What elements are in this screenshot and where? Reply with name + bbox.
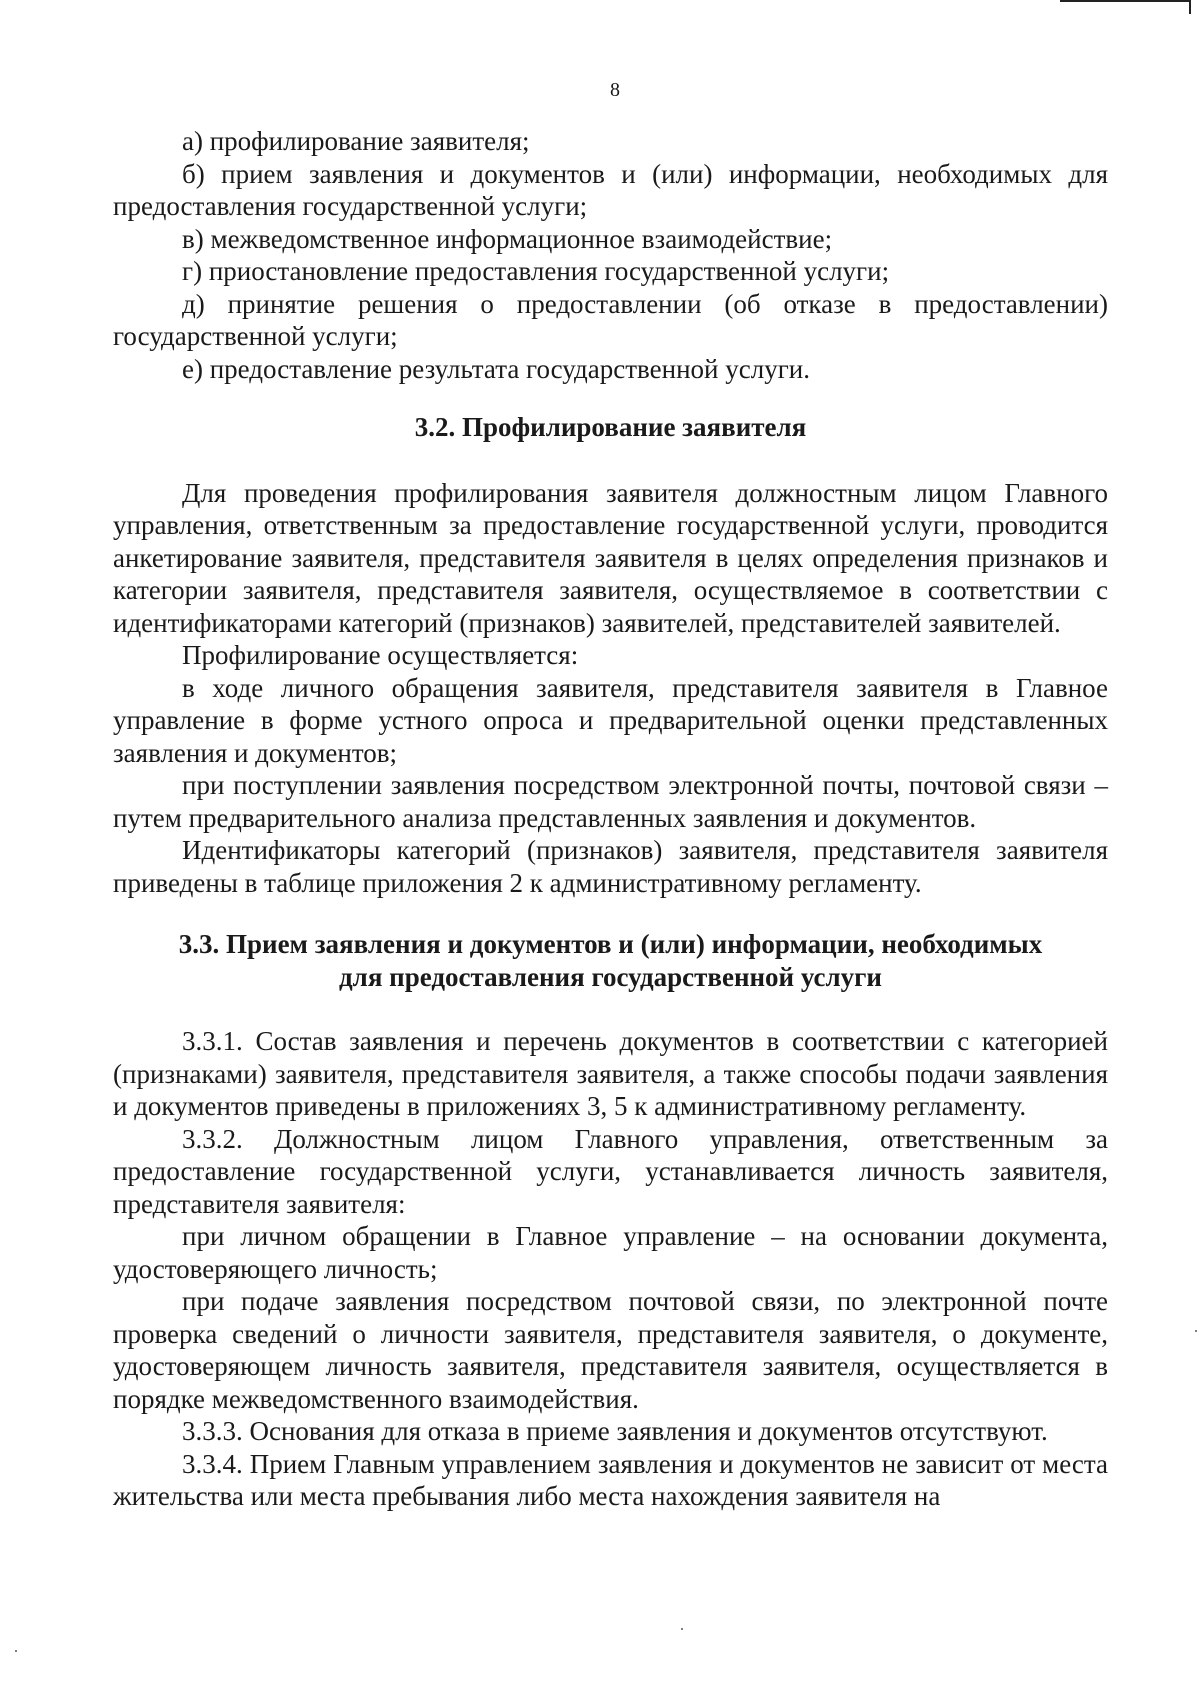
paragraph: 3.3.2. Должностным лицом Главного управления, ответственным за предоставление государственной услуги, устанавливается личность заявителя, представителя заявителя: — [113, 1123, 1108, 1219]
paragraph: Профилирование осуществляется: — [182, 640, 579, 670]
list-item: б) прием заявления и документов и (или) информации, необходимых для предоставления государственной услуги; — [113, 158, 1108, 221]
paragraph: при личном обращении в Главное управление – на основании документа, удостоверяющего личность; — [113, 1221, 1108, 1284]
scan-speck — [1195, 1330, 1197, 1332]
scan-edge-mark — [1060, 0, 1190, 2]
paragraph: 3.3.4. Прием Главным управлением заявления и документов не зависит от места жительства или места пребывания либо места нахождения заявителя на — [113, 1448, 1108, 1511]
scan-speck — [15, 1650, 17, 1652]
paragraph: Для проведения профилирования заявителя должностным лицом Главного управления, ответственным за предоставление государственной услуги, проводится анкетирование заявителя, представителя заявителя в целях определения признаков и категории заявителя, представителя заявителя, осуществляемое в соответствии с идентификаторами категорий (признаков) заявителей, представителей заявителей. — [113, 477, 1108, 638]
paragraph: в ходе личного обращения заявителя, представителя заявителя в Главное управление в форме устного опроса и предварительной оценки представленных заявления и документов; — [113, 672, 1108, 768]
scan-speck — [681, 1628, 683, 1630]
page-body — [113, 125, 1108, 1513]
section-heading-line: для предоставления государственной услуги — [339, 961, 882, 992]
section-heading — [113, 928, 1108, 993]
list-item: г) приостановление предоставления государственной услуги; — [182, 256, 890, 286]
list-item: в) межведомственное информационное взаимодействие; — [182, 223, 833, 254]
scan-edge-mark — [1189, 0, 1191, 14]
paragraph: Идентификаторы категорий (признаков) заявителя, представителя заявителя приведены в таблице приложения 2 к административному регламенту. — [113, 835, 1108, 898]
list-item: а) профилирование заявителя; — [182, 126, 530, 156]
paragraph: при подаче заявления посредством почтовой связи, по электронной почте проверка сведений о личности заявителя, представителя заявителя, о документе, удостоверяющем личность заявителя, представителя заявителя, осуществляется в порядке межведомственного взаимодействия. — [113, 1286, 1108, 1414]
list-item: е) предоставление результата государственной услуги. — [182, 353, 810, 384]
paragraph: 3.3.3. Основания для отказа в приеме заявления и документов отсутствуют. — [182, 1416, 1048, 1446]
paragraph: при поступлении заявления посредством электронной почты, почтовой связи – путем предварительного анализа представленных заявления и документов. — [113, 770, 1108, 833]
page-number: 8 — [610, 79, 620, 101]
list-item: д) принятие решения о предоставлении (об отказе в предоставлении) государственной услуги; — [113, 288, 1108, 351]
paragraph: 3.3.1. Состав заявления и перечень документов в соответствии с категорией (признаками) заявителя, представителя заявителя, а также способы подачи заявления и документов приведены в приложениях 3, 5 к административному регламенту. — [113, 1026, 1108, 1121]
section-heading: 3.2. Профилирование заявителя — [414, 412, 807, 442]
section-heading-line: 3.3. Прием заявления и документов и (или) информации, необходимых — [178, 929, 1043, 959]
